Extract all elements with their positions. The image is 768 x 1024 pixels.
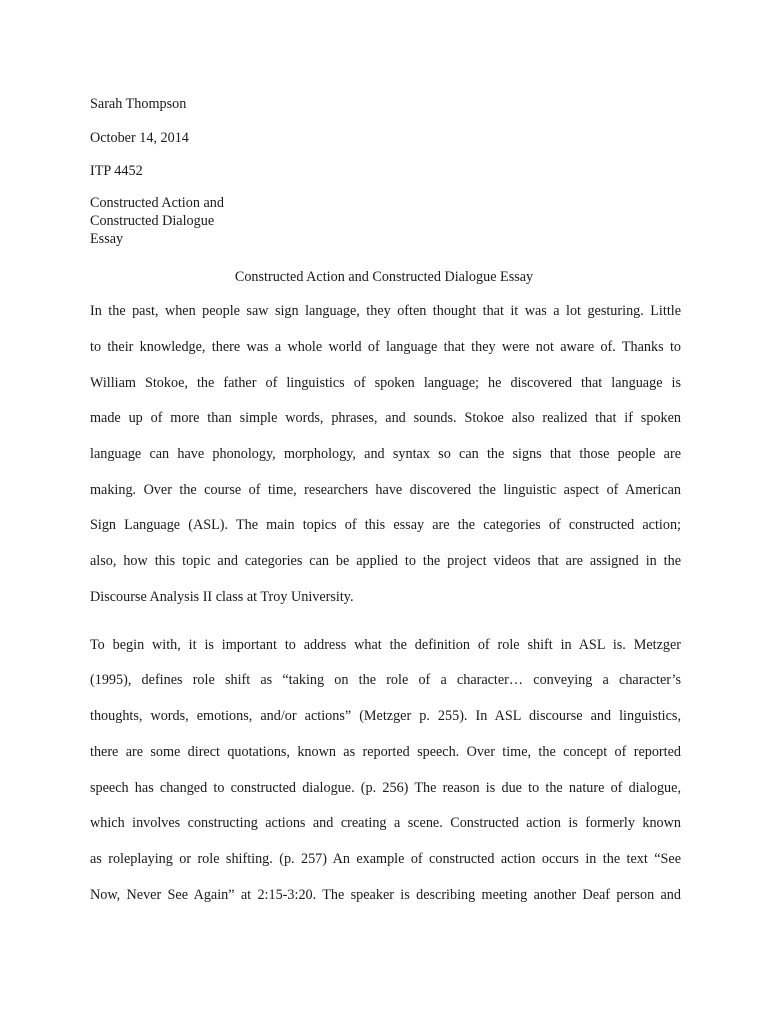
text-line: to their knowledge, there was a whole world of language that they were not aware of. Thanks to	[90, 339, 681, 355]
author-name: Sarah Thompson	[90, 96, 187, 112]
text-line: making. Over the course of time, researchers have discovered the linguistic aspect of American	[90, 482, 681, 498]
essay-subject	[90, 194, 224, 248]
text-line: Discourse Analysis II class at Troy University.	[90, 589, 354, 605]
text-line: In the past, when people saw sign language, they often thought that it was a lot gesturing. Little	[90, 303, 681, 319]
text-line: (1995), defines role shift as “taking on the role of a character… conveying a character’s	[90, 672, 681, 688]
text-line: Now, Never See Again” at 2:15-3:20. The speaker is describing meeting another Deaf person and	[90, 887, 681, 903]
course-code: ITP 4452	[90, 163, 143, 179]
text-line: speech has changed to constructed dialogue. (p. 256) The reason is due to the nature of dialogue,	[90, 780, 681, 796]
text-line: made up of more than simple words, phrases, and sounds. Stokoe also realized that if spoken	[90, 410, 681, 426]
text-line: Sign Language (ASL). The main topics of this essay are the categories of constructed action;	[90, 517, 681, 533]
essay-title: Constructed Action and Constructed Dialogue Essay	[234, 269, 534, 285]
text-line: which involves constructing actions and creating a scene. Constructed action is formerly known	[90, 815, 681, 831]
subject-line: Essay	[90, 231, 124, 247]
essay-date: October 14, 2014	[90, 130, 189, 146]
text-line: William Stokoe, the father of linguistics of spoken language; he discovered that language is	[90, 375, 681, 391]
subject-line: Constructed Dialogue	[90, 213, 215, 229]
text-line: also, how this topic and categories can be applied to the project videos that are assigned in the	[90, 553, 681, 569]
text-line: language can have phonology, morphology, and syntax so can the signs that those people are	[90, 446, 681, 462]
text-line: To begin with, it is important to address what the definition of role shift in ASL is. Metzger	[90, 637, 681, 653]
text-line: as roleplaying or role shifting. (p. 257) An example of constructed action occurs in the text “See	[90, 851, 681, 867]
text-line: thoughts, words, emotions, and/or actions” (Metzger p. 255). In ASL discourse and linguistics,	[90, 708, 681, 724]
text-line: there are some direct quotations, known as reported speech. Over time, the concept of reported	[90, 744, 681, 760]
subject-line: Constructed Action and	[90, 195, 224, 211]
